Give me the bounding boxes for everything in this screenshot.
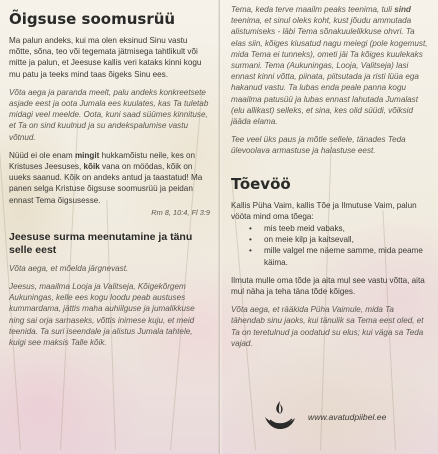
list-item — [249, 245, 430, 267]
left-page — [0, 0, 218, 454]
instruction-paragraph: Tee veel üks paus ja mõtle sellele, tänades Teda ülevoolava armastuse ja halastuse eest. — [231, 135, 406, 156]
bold-word: mingit — [74, 150, 100, 160]
bold-word: kõik — [83, 162, 100, 172]
right-page — [223, 0, 438, 454]
bold-word: sind — [394, 5, 411, 14]
text-run: hukkamõistu neile, kes on Kristuses Jeesuses, — [9, 150, 196, 172]
list-item — [249, 234, 430, 245]
section-title-oigsuse: Õigsuse soomusrüü — [9, 10, 176, 28]
instruction-paragraph: Võta aega ja paranda meelt, palu andeks konkreetsete asjade eest ja oota Jumala ees kuulates, kas Ta tuletab midagi veel meelde. Oota, kuni saad süümes kinnituse, et Ta on sind kuulnud ja su andekspalumise vastu võtnud. — [9, 87, 209, 142]
bullet-icon: • — [249, 224, 252, 234]
text-run: Nüüd ei ole enam — [9, 150, 75, 160]
footer — [262, 398, 432, 432]
instruction-paragraph: Võta aega, et rääkida Püha Vaimule, mida Ta tähendab sinu jaoks, kui tänulik sa Tema eest oled, et Ta on teretulnud ja oodatud su elus; kui väga sa Teda vajad. — [231, 305, 424, 348]
lamp-flame-icon — [262, 398, 298, 432]
website-link[interactable]: www.avatudpiibel.ee — [308, 412, 387, 422]
text-run: vana on möödas, kõik on uueks saanud. Kõik on andeks antud ja taastatud! Ma panen selga Kristuse õigsuse soomusrüü ja peidan ennast Tema õigsusesse. — [9, 162, 203, 205]
prayer-paragraph: Ma palun andeks, kui ma olen eksinud Sinu vastu mõtte, sõna, teo või tegemata jätmisega tahtlikult või mitte ja palun, et Jeesuse kallis veri kataks kinni kogu mu patu ja teeks mind taas õigeks Sinu ees. — [9, 36, 202, 79]
instruction-paragraph: Võta aega, et mõelda järgnevast. — [9, 263, 129, 273]
prayer-paragraph: Kallis Püha Vaim, kallis Tõe ja Ilmutuse Vaim, palun vööta mind oma tõega: — [231, 200, 417, 221]
declaration-paragraph — [9, 150, 210, 206]
meditation-paragraph: Jeesus, maailma Looja ja Valitseja, Kõigekõrgem Aukuningas, kelle ees kogu loodu peab austuses kummardama, jättis maha auhiilguse ja jumalikkuse ning sai orja sarnaseks, võttis inimese kuju, et meid teenida. Ta suri iseendale ja alistus Jumala tahtele, kuigi see maksis Talle kõik. — [9, 282, 195, 348]
page-fold — [218, 0, 222, 454]
list-item — [249, 223, 430, 234]
list-item-text: mis teeb meid vabaks, — [264, 224, 345, 234]
prayer-paragraph: Ilmuta mulle oma tõde ja aita mul see vastu võtta, aita mul näha ja teha täna tõde kõiges. — [231, 275, 425, 297]
section-title-toevoo: Tõevöö — [231, 174, 291, 193]
meditation-paragraph — [231, 4, 430, 127]
section-heading-jeesuse-surm: Jeesuse surma meenutamine ja tänu selle eest — [9, 230, 193, 256]
list-item-text: mille valgel me näeme samme, mida peame käima. — [264, 246, 423, 267]
list-item-text: on meie kilp ja kaitsevall, — [264, 235, 354, 245]
scripture-reference: Rm 8, 10:4, Fl 3:9 — [151, 207, 210, 217]
bullet-icon: • — [249, 235, 252, 245]
text-run: Tema, keda terve maailm peaks teenima, tuli — [231, 5, 395, 14]
text-run: teenima, et sinul oleks koht, kust jõudu ammutada alistumiseks - läbi Tema sõnakuulelikkuse ohvri. Ta elas siin, kõiges kiusatud nagu meiegi (pole kogemust, mida Tema ei tunneks), ometi jäi Ta kõiges kuulekaks surmani. Tema (Aukuningas, Looja, Valitseja) lasi ennast kinni võtta, piinata, piitsutada ja risti lüüa ega hakanud vastu. Ta lubas enda peale panna kogu maailma patusüü ja lubas ennast lahutada Jumalast (elu allikast) selleks, et sina, kes olid süüdi, võiksid jääda elama. — [231, 16, 428, 127]
bullet-icon: • — [249, 246, 252, 256]
prayer-list — [231, 223, 430, 268]
